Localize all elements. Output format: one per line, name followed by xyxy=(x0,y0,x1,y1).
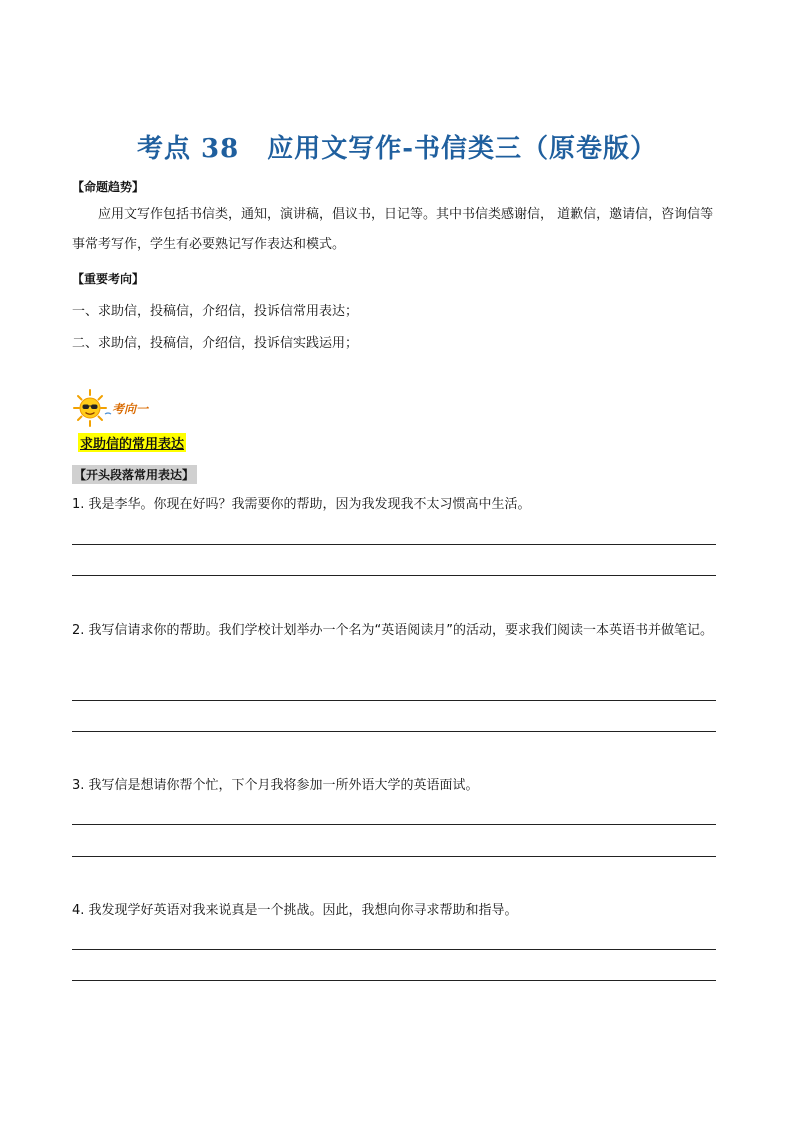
sun-with-sunglasses-icon xyxy=(72,388,112,428)
direction-badge xyxy=(72,388,192,428)
answer-line xyxy=(72,856,716,857)
direction-label: 考向一 xyxy=(112,402,149,416)
page-title xyxy=(0,128,794,165)
title-topic-name: 应用文写作-书信类三（原卷版） xyxy=(267,134,658,164)
section-title: 求助信的常用表达 xyxy=(78,433,186,452)
question-1: 1. 我是李华。你现在好吗？我需要你的帮助，因为我发现我不太习惯高中生活。 xyxy=(72,497,531,512)
answer-line xyxy=(72,824,716,825)
answer-line xyxy=(72,544,716,545)
answer-line xyxy=(72,980,716,981)
trend-heading: 【命题趋势】 xyxy=(72,180,145,194)
answer-line xyxy=(72,700,716,701)
title-topic-number: 考点 38 xyxy=(136,134,240,164)
answer-line xyxy=(72,949,716,950)
focus-heading: 【重要考向】 xyxy=(72,272,145,286)
trend-paragraph xyxy=(72,200,722,260)
question-4: 4. 我发现学好英语对我来说真是一个挑战。因此，我想向你寻求帮助和指导。 xyxy=(72,903,518,918)
answer-line xyxy=(72,575,716,576)
question-3: 3. 我写信是想请你帮个忙，下个月我将参加一所外语大学的英语面试。 xyxy=(72,778,479,793)
trend-text: 应用文写作包括书信类，通知，演讲稿，倡议书，日记等。其中书信类感谢信， 道歉信，邀请信，咨询信等事常考写作，学生有必要熟记写作表达和模式。 xyxy=(72,207,714,252)
section-subheading: 【开头段落常用表达】 xyxy=(72,465,197,484)
question-2: 2. 我写信请求你的帮助。我们学校计划举办一个名为“英语阅读月”的活动，要求我们阅读一本英语书并做笔记。 xyxy=(72,623,714,638)
answer-line xyxy=(72,731,716,732)
focus-item-2: 二、求助信，投稿信，介绍信，投诉信实践运用； xyxy=(72,336,359,351)
focus-item-1: 一、求助信，投稿信，介绍信，投诉信常用表达； xyxy=(72,304,359,319)
